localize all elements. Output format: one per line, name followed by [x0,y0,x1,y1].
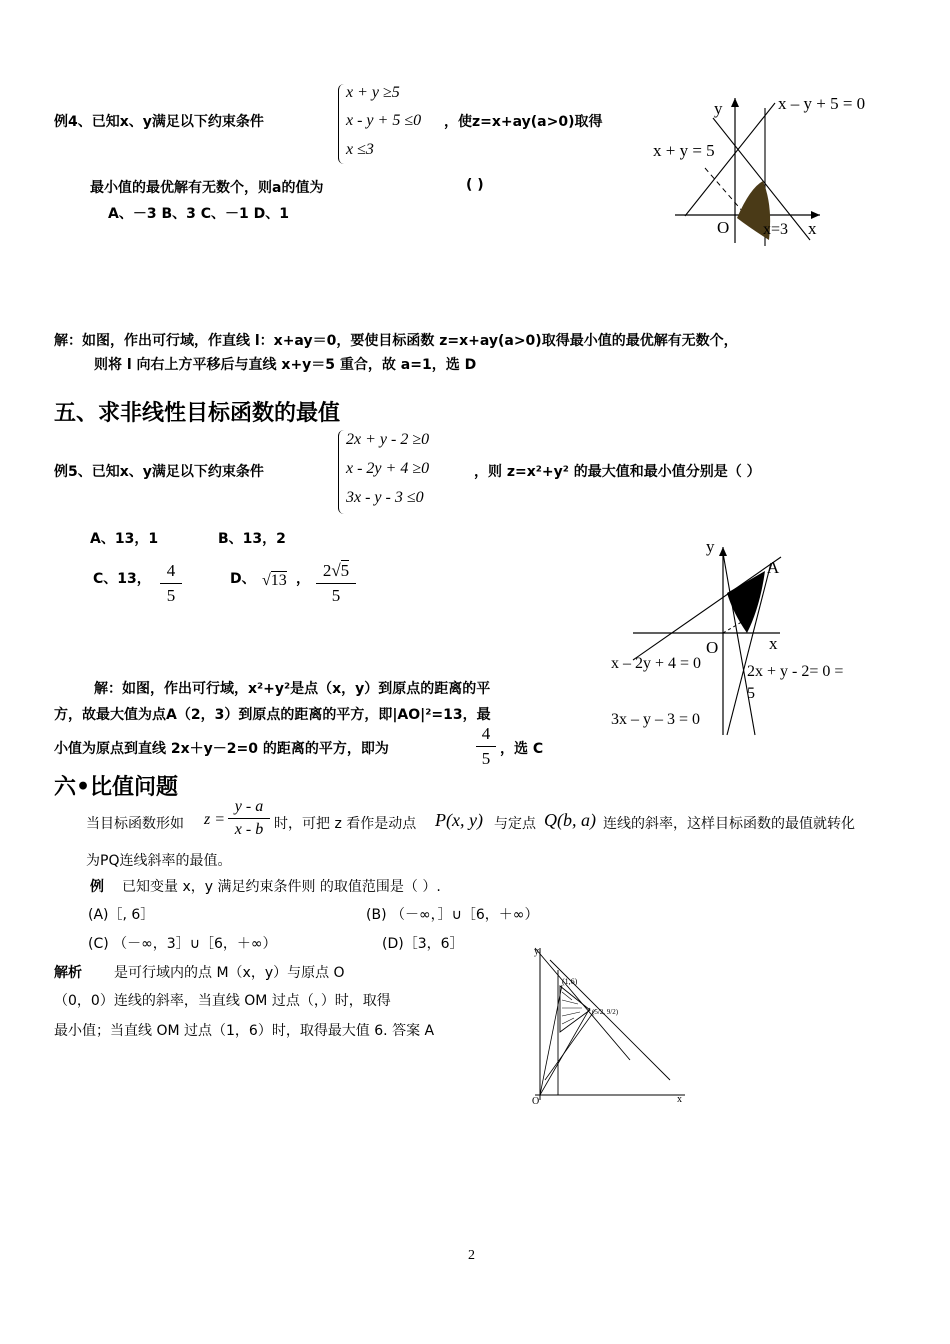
sqrt-icon: √ [262,572,271,589]
ex5-point-a-label: A [767,558,780,577]
ex5-solution-tail: ，选 C [500,741,544,757]
fraction-bar [316,583,356,584]
ex4-y-label: y [714,99,723,118]
sec6-z-equals: z = [204,811,226,828]
ex4-x-arrow-icon [811,211,820,219]
ex5-graph [605,535,880,740]
sec6-analysis-line2: （0，0）连线的斜率，当直线 OM 过点（，）时，取得 [54,993,391,1009]
sec6-para2: 为PQ连线斜率的最值。 [86,853,232,869]
page-number: 2 [468,1248,475,1263]
sec6-graph [520,940,690,1105]
ex5-option-c-fraction [160,561,182,606]
sec6-option-d: (D)［3，6］ [382,936,464,952]
ex5-line1-label: x – 2y + 4 = 0 [611,655,702,672]
sec6-analysis-line3: 最小值；当直线 OM 过点（1，6）时，取得最大值 6. 答案 A [54,1023,435,1039]
ex4-origin-label: O [717,218,730,237]
sec6-option-c: (C) （－∞，3］∪［6，＋∞） [88,936,277,952]
ex5-option-a: A、13，1 [90,531,159,547]
ex4-solution-line1: 解：如图，作出可行域，作直线 l：x+ay＝0，要使目标函数 z=x+ay(a>0)取得最小值的最优解有无数个， [54,333,738,349]
sec6-y-label: y [534,946,539,957]
sec6-option-b: (B) （－∞，］∪［6，＋∞） [366,907,539,923]
ex4-line1-label: x – y + 5 = 0 [778,94,866,113]
sec6-origin-label: O [532,1096,540,1105]
fraction-bar [476,746,496,747]
ex5-feasible-region [727,571,765,633]
ex5-line2-label: 2x + y - 2= 0 = [747,663,844,680]
ex5-x-label: x [769,634,778,653]
ex5-tail: ，则 z=x²+y² 的最大值和最小值分别是（ ） [474,464,761,480]
ex5-solution-fraction [476,724,496,769]
hatch [562,1012,580,1016]
ex5-option-d-num [316,561,356,581]
ex5-solution-line2: 方，故最大值为点A（2，3）到原点的距离的平方，即|AO|²=13，最 [54,707,491,723]
ex4-lead: 例4、已知x、y满足以下约束条件 [54,114,264,130]
ex4-line3-label: x=3 [763,221,789,238]
sec6-analysis-label: 解析 [54,965,82,981]
ex5-constraint-2: x - 2y + 4 ≥0 [346,460,430,477]
section-5-title: 五、求非线性目标函数的最值 [54,400,341,426]
sec6-para1-b: 时，可把 z 看作是动点 [274,816,417,832]
ex5-option-b: B、13，2 [218,531,286,547]
fraction-bar [160,583,182,584]
ex4-tail: ，使z=x+ay(a>0)取得 [444,114,603,130]
ex5-option-d-coef: 2 [322,561,332,580]
ex5-solution-line1: 解：如图，作出可行域，x²+y²是点（x，y）到原点的距离的平 [94,681,491,697]
sec6-feasible-region [560,986,590,1032]
ex5-constraint-3: 3x - y - 3 ≤0 [346,489,424,506]
ex4-answer-paren: ( ) [466,177,484,193]
section-6-title: 六•比值问题 [54,774,179,800]
ex4-question-line2: 最小值的最优解有无数个，则a的值为 [90,180,324,196]
ex5-option-c-den: 5 [166,586,176,605]
ex5-option-d-comma: ， [296,571,310,587]
ex5-option-d-num-radicand: 5 [340,561,350,580]
ex4-y-arrow-icon [731,98,739,107]
sec6-point-p: P(x, y) [435,810,483,830]
ex5-y-label: y [706,537,715,556]
ex5-solution-den: 5 [481,749,491,768]
ex5-option-d-radicand: 13 [270,572,287,589]
ex5-constraint-1: 2x + y - 2 ≥0 [346,431,430,448]
sec6-analysis-line1: 是可行域内的点 M（x，y）与原点 O [114,965,345,981]
sec6-x-label: x [677,1094,682,1105]
sec6-option-a: (A)［, 6］ [88,907,155,923]
ex5-lead: 例5、已知x、y满足以下约束条件 [54,464,264,480]
ex5-line2-label-cont: 5 [747,685,755,702]
ex4-constraint-2: x - y + 5 ≤0 [346,112,422,129]
sec6-example-text: 已知变量 x，y 满足约束条件则 的取值范围是（ ）. [122,879,441,895]
ex4-graph [645,88,890,248]
sec6-point-1-6-label: (1,6) [562,977,578,986]
ex5-solution-line3: 小值为原点到直线 2x＋y－2=0 的距离的平方，即为 [54,741,389,757]
ex5-option-d-sqrt13 [262,572,287,590]
ex5-option-c-num: 4 [166,561,176,580]
sec6-ratio-num: y - a [234,798,264,815]
sec6-ray-om-max [540,985,562,1095]
ex5-option-d-fraction [316,561,356,606]
ex5-solution-num: 4 [481,724,491,743]
ex4-constraint-3: x ≤3 [346,141,374,158]
fraction-bar [228,818,270,819]
sec6-ratio-den: x - b [234,821,264,838]
ex5-line3-label: 3x – y – 3 = 0 [611,711,701,728]
sec6-example-label: 例 [90,879,104,895]
hatch [562,992,572,1000]
sec6-ray-aux [545,1010,595,1080]
sec6-point-q: Q(b, a) [544,810,596,830]
sec6-para1-d: 连线的斜率，这样目标函数的最值就转化 [603,816,855,832]
ex4-options: A、－3 B、3 C、－1 D、1 [108,206,289,222]
sec6-para1-a: 当目标函数形如 [86,816,184,832]
ex4-x-label: x [808,219,817,238]
ex5-option-c: C、13， [93,571,151,587]
sec6-para1-c: 与定点 [494,816,536,832]
ex5-option-d-den: 5 [331,586,341,605]
ex5-origin-label: O [706,638,719,657]
ex4-constraint-1: x + y ≥5 [346,84,400,101]
hatch [562,1000,578,1004]
ex5-option-d: D、 [230,571,256,587]
sqrt-icon: √ [331,561,341,580]
sec6-point-2-label: (5/2, 9/2) [592,1008,619,1016]
sec6-ratio-fraction [228,798,270,839]
ex4-line2-label: x + y = 5 [653,141,715,160]
ex4-solution-line2: 则将 l 向右上方平移后与直线 x+y＝5 重合，故 a=1，选 D [94,357,477,373]
